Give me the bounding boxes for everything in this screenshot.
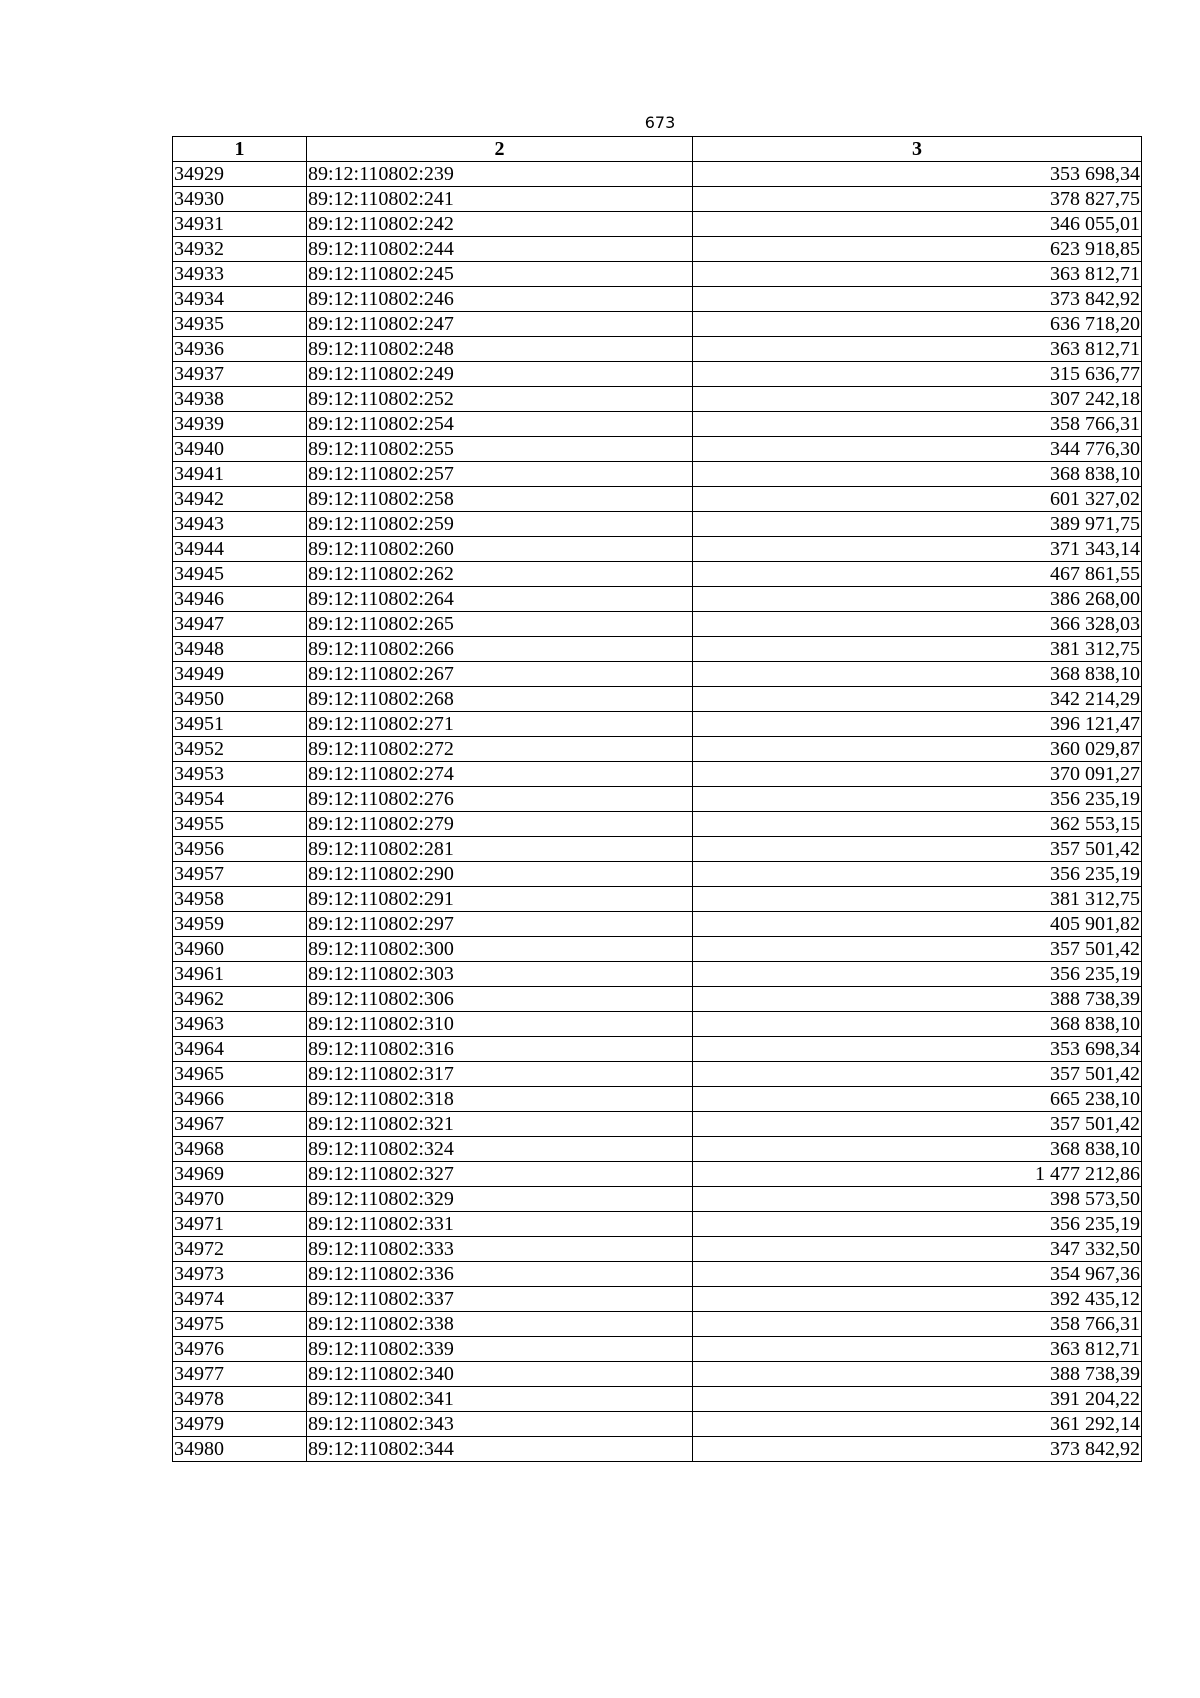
table-row (173, 1312, 1142, 1337)
table-row (173, 887, 1142, 912)
table-row (173, 237, 1142, 262)
value-cell: 368 838,10 (693, 1012, 1142, 1037)
table-row (173, 312, 1142, 337)
table-row (173, 462, 1142, 487)
cadastral-number-cell: 89:12:110802:257 (307, 462, 693, 487)
row-number-cell: 34979 (173, 1412, 307, 1437)
value-cell: 378 827,75 (693, 187, 1142, 212)
row-number-cell: 34957 (173, 862, 307, 887)
row-number-cell: 34952 (173, 737, 307, 762)
value-cell: 347 332,50 (693, 1237, 1142, 1262)
row-number-cell: 34955 (173, 812, 307, 837)
table-row (173, 1162, 1142, 1187)
table-row (173, 562, 1142, 587)
column-header-1: 1 (173, 137, 307, 162)
cadastral-number-cell: 89:12:110802:300 (307, 937, 693, 962)
table-row (173, 1012, 1142, 1037)
row-number-cell: 34959 (173, 912, 307, 937)
cadastral-number-cell: 89:12:110802:344 (307, 1437, 693, 1462)
value-cell: 354 967,36 (693, 1262, 1142, 1287)
table-row (173, 212, 1142, 237)
row-number-cell: 34933 (173, 262, 307, 287)
value-cell: 366 328,03 (693, 612, 1142, 637)
cadastral-number-cell: 89:12:110802:262 (307, 562, 693, 587)
cadastral-number-cell: 89:12:110802:329 (307, 1187, 693, 1212)
row-number-cell: 34971 (173, 1212, 307, 1237)
cadastral-number-cell: 89:12:110802:290 (307, 862, 693, 887)
value-cell: 636 718,20 (693, 312, 1142, 337)
value-cell: 368 838,10 (693, 1137, 1142, 1162)
value-cell: 356 235,19 (693, 787, 1142, 812)
table-row (173, 537, 1142, 562)
cadastral-number-cell: 89:12:110802:306 (307, 987, 693, 1012)
row-number-cell: 34968 (173, 1137, 307, 1162)
cadastral-number-cell: 89:12:110802:239 (307, 162, 693, 187)
cadastral-number-cell: 89:12:110802:259 (307, 512, 693, 537)
cadastral-number-cell: 89:12:110802:281 (307, 837, 693, 862)
row-number-cell: 34980 (173, 1437, 307, 1462)
table-row (173, 187, 1142, 212)
table-header (173, 137, 1142, 162)
row-number-cell: 34976 (173, 1337, 307, 1362)
cadastral-number-cell: 89:12:110802:255 (307, 437, 693, 462)
cadastral-number-cell: 89:12:110802:318 (307, 1087, 693, 1112)
cadastral-number-cell: 89:12:110802:291 (307, 887, 693, 912)
table-row (173, 812, 1142, 837)
value-cell: 342 214,29 (693, 687, 1142, 712)
value-cell: 1 477 212,86 (693, 1162, 1142, 1187)
table-row (173, 1262, 1142, 1287)
value-cell: 623 918,85 (693, 237, 1142, 262)
row-number-cell: 34939 (173, 412, 307, 437)
value-cell: 368 838,10 (693, 662, 1142, 687)
table-row (173, 362, 1142, 387)
row-number-cell: 34960 (173, 937, 307, 962)
row-number-cell: 34950 (173, 687, 307, 712)
row-number-cell: 34930 (173, 187, 307, 212)
cadastral-number-cell: 89:12:110802:249 (307, 362, 693, 387)
table-row (173, 1437, 1142, 1462)
table-row (173, 1337, 1142, 1362)
table-row (173, 662, 1142, 687)
value-cell: 353 698,34 (693, 162, 1142, 187)
table-row (173, 1237, 1142, 1262)
row-number-cell: 34929 (173, 162, 307, 187)
value-cell: 357 501,42 (693, 1062, 1142, 1087)
row-number-cell: 34938 (173, 387, 307, 412)
row-number-cell: 34954 (173, 787, 307, 812)
value-cell: 356 235,19 (693, 962, 1142, 987)
page-number: 673 (644, 113, 676, 132)
row-number-cell: 34940 (173, 437, 307, 462)
value-cell: 398 573,50 (693, 1187, 1142, 1212)
cadastral-number-cell: 89:12:110802:338 (307, 1312, 693, 1337)
row-number-cell: 34962 (173, 987, 307, 1012)
value-cell: 388 738,39 (693, 1362, 1142, 1387)
value-cell: 346 055,01 (693, 212, 1142, 237)
table-row (173, 687, 1142, 712)
table-row (173, 837, 1142, 862)
value-cell: 358 766,31 (693, 412, 1142, 437)
value-cell: 392 435,12 (693, 1287, 1142, 1312)
cadastral-number-cell: 89:12:110802:341 (307, 1387, 693, 1412)
value-cell: 391 204,22 (693, 1387, 1142, 1412)
cadastral-number-cell: 89:12:110802:310 (307, 1012, 693, 1037)
table-row (173, 1287, 1142, 1312)
row-number-cell: 34966 (173, 1087, 307, 1112)
value-cell: 368 838,10 (693, 462, 1142, 487)
cadastral-number-cell: 89:12:110802:248 (307, 337, 693, 362)
table-row (173, 512, 1142, 537)
row-number-cell: 34964 (173, 1037, 307, 1062)
table-row (173, 437, 1142, 462)
column-header-3: 3 (693, 137, 1142, 162)
cadastral-number-cell: 89:12:110802:258 (307, 487, 693, 512)
row-number-cell: 34970 (173, 1187, 307, 1212)
value-cell: 344 776,30 (693, 437, 1142, 462)
row-number-cell: 34972 (173, 1237, 307, 1262)
row-number-cell: 34932 (173, 237, 307, 262)
value-cell: 467 861,55 (693, 562, 1142, 587)
cadastral-number-cell: 89:12:110802:265 (307, 612, 693, 637)
cadastral-number-cell: 89:12:110802:343 (307, 1412, 693, 1437)
table-row (173, 1112, 1142, 1137)
value-cell: 381 312,75 (693, 637, 1142, 662)
cadastral-number-cell: 89:12:110802:242 (307, 212, 693, 237)
table-row (173, 1037, 1142, 1062)
table-row (173, 862, 1142, 887)
table-row (173, 762, 1142, 787)
row-number-cell: 34937 (173, 362, 307, 387)
table-row (173, 637, 1142, 662)
value-cell: 363 812,71 (693, 262, 1142, 287)
cadastral-number-cell: 89:12:110802:324 (307, 1137, 693, 1162)
value-cell: 381 312,75 (693, 887, 1142, 912)
cadastral-number-cell: 89:12:110802:321 (307, 1112, 693, 1137)
table-row (173, 262, 1142, 287)
table-row (173, 612, 1142, 637)
table-row (173, 1212, 1142, 1237)
cadastral-number-cell: 89:12:110802:268 (307, 687, 693, 712)
row-number-cell: 34978 (173, 1387, 307, 1412)
row-number-cell: 34963 (173, 1012, 307, 1037)
row-number-cell: 34946 (173, 587, 307, 612)
value-cell: 357 501,42 (693, 937, 1142, 962)
value-cell: 363 812,71 (693, 337, 1142, 362)
cadastral-number-cell: 89:12:110802:340 (307, 1362, 693, 1387)
value-cell: 307 242,18 (693, 387, 1142, 412)
row-number-cell: 34967 (173, 1112, 307, 1137)
value-cell: 360 029,87 (693, 737, 1142, 762)
value-cell: 370 091,27 (693, 762, 1142, 787)
value-cell: 353 698,34 (693, 1037, 1142, 1062)
row-number-cell: 34935 (173, 312, 307, 337)
table-row (173, 1187, 1142, 1212)
value-cell: 362 553,15 (693, 812, 1142, 837)
table-row (173, 162, 1142, 187)
value-cell: 396 121,47 (693, 712, 1142, 737)
cadastral-number-cell: 89:12:110802:297 (307, 912, 693, 937)
cadastral-number-cell: 89:12:110802:272 (307, 737, 693, 762)
row-number-cell: 34977 (173, 1362, 307, 1387)
table-row (173, 1362, 1142, 1387)
value-cell: 389 971,75 (693, 512, 1142, 537)
table-row (173, 1137, 1142, 1162)
table-row (173, 962, 1142, 987)
cadastral-number-cell: 89:12:110802:333 (307, 1237, 693, 1262)
cadastral-number-cell: 89:12:110802:267 (307, 662, 693, 687)
cadastral-number-cell: 89:12:110802:241 (307, 187, 693, 212)
row-number-cell: 34958 (173, 887, 307, 912)
column-header-2: 2 (307, 137, 693, 162)
table-row (173, 912, 1142, 937)
cadastral-number-cell: 89:12:110802:247 (307, 312, 693, 337)
cadastral-number-cell: 89:12:110802:331 (307, 1212, 693, 1237)
table-row (173, 787, 1142, 812)
row-number-cell: 34947 (173, 612, 307, 637)
value-cell: 405 901,82 (693, 912, 1142, 937)
table-row (173, 487, 1142, 512)
row-number-cell: 34961 (173, 962, 307, 987)
row-number-cell: 34942 (173, 487, 307, 512)
row-number-cell: 34944 (173, 537, 307, 562)
table-row (173, 1062, 1142, 1087)
value-cell: 361 292,14 (693, 1412, 1142, 1437)
row-number-cell: 34943 (173, 512, 307, 537)
cadastral-number-cell: 89:12:110802:327 (307, 1162, 693, 1187)
cadastral-number-cell: 89:12:110802:245 (307, 262, 693, 287)
row-number-cell: 34974 (173, 1287, 307, 1312)
value-cell: 363 812,71 (693, 1337, 1142, 1362)
cadastral-number-cell: 89:12:110802:336 (307, 1262, 693, 1287)
table-row (173, 937, 1142, 962)
row-number-cell: 34945 (173, 562, 307, 587)
table-row (173, 337, 1142, 362)
cadastral-number-cell: 89:12:110802:276 (307, 787, 693, 812)
table-row (173, 1387, 1142, 1412)
table-row (173, 287, 1142, 312)
table-row (173, 412, 1142, 437)
cadastral-number-cell: 89:12:110802:252 (307, 387, 693, 412)
row-number-cell: 34956 (173, 837, 307, 862)
cadastral-number-cell: 89:12:110802:260 (307, 537, 693, 562)
row-number-cell: 34934 (173, 287, 307, 312)
cadastral-number-cell: 89:12:110802:337 (307, 1287, 693, 1312)
cadastral-number-cell: 89:12:110802:303 (307, 962, 693, 987)
value-cell: 356 235,19 (693, 862, 1142, 887)
cadastral-number-cell: 89:12:110802:316 (307, 1037, 693, 1062)
value-cell: 373 842,92 (693, 1437, 1142, 1462)
row-number-cell: 34941 (173, 462, 307, 487)
header-row (173, 137, 1142, 162)
row-number-cell: 34969 (173, 1162, 307, 1187)
row-number-cell: 34953 (173, 762, 307, 787)
table-row (173, 987, 1142, 1012)
value-cell: 665 238,10 (693, 1087, 1142, 1112)
value-cell: 357 501,42 (693, 837, 1142, 862)
value-cell: 388 738,39 (693, 987, 1142, 1012)
table-row (173, 1412, 1142, 1437)
row-number-cell: 34936 (173, 337, 307, 362)
cadastral-number-cell: 89:12:110802:271 (307, 712, 693, 737)
data-table (172, 136, 1142, 1462)
cadastral-number-cell: 89:12:110802:317 (307, 1062, 693, 1087)
value-cell: 358 766,31 (693, 1312, 1142, 1337)
row-number-cell: 34965 (173, 1062, 307, 1087)
table-row (173, 387, 1142, 412)
row-number-cell: 34949 (173, 662, 307, 687)
cadastral-number-cell: 89:12:110802:266 (307, 637, 693, 662)
row-number-cell: 34948 (173, 637, 307, 662)
row-number-cell: 34973 (173, 1262, 307, 1287)
cadastral-number-cell: 89:12:110802:279 (307, 812, 693, 837)
table-row (173, 712, 1142, 737)
cadastral-number-cell: 89:12:110802:246 (307, 287, 693, 312)
value-cell: 357 501,42 (693, 1112, 1142, 1137)
value-cell: 371 343,14 (693, 537, 1142, 562)
value-cell: 373 842,92 (693, 287, 1142, 312)
table-row (173, 587, 1142, 612)
table-row (173, 737, 1142, 762)
cadastral-number-cell: 89:12:110802:244 (307, 237, 693, 262)
cadastral-number-cell: 89:12:110802:264 (307, 587, 693, 612)
row-number-cell: 34931 (173, 212, 307, 237)
row-number-cell: 34951 (173, 712, 307, 737)
cadastral-number-cell: 89:12:110802:339 (307, 1337, 693, 1362)
row-number-cell: 34975 (173, 1312, 307, 1337)
value-cell: 386 268,00 (693, 587, 1142, 612)
value-cell: 356 235,19 (693, 1212, 1142, 1237)
table-row (173, 1087, 1142, 1112)
cadastral-number-cell: 89:12:110802:254 (307, 412, 693, 437)
value-cell: 315 636,77 (693, 362, 1142, 387)
value-cell: 601 327,02 (693, 487, 1142, 512)
table-body (173, 162, 1142, 1462)
cadastral-number-cell: 89:12:110802:274 (307, 762, 693, 787)
